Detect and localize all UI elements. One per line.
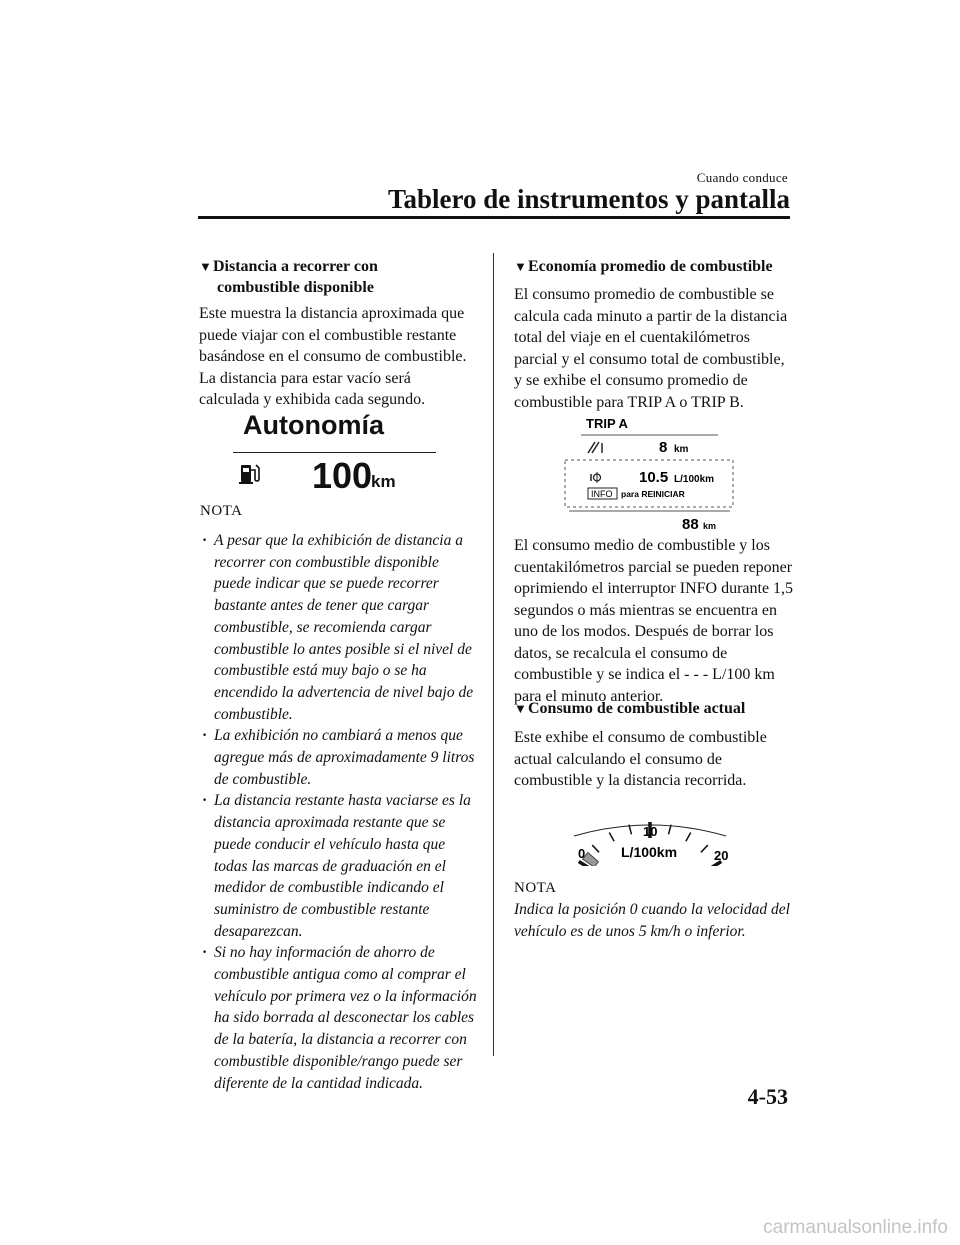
- heading-average-economy: [514, 256, 804, 277]
- consumption-gauge: [560, 796, 740, 866]
- gauge-max-label: 20: [714, 848, 729, 863]
- heading-line-2: combustible disponible: [217, 279, 374, 296]
- triangle-marker-icon: ▼: [199, 259, 212, 274]
- reset-paragraph: El consumo medio de combustible y los cuentakilómetros parcial se pueden reponer oprimiendo el interruptor INFO durante 1,5 segundos o más mientras se encuentra en uno de los modos. Después de borrar los datos, se recalcula el consumo de combustible y se indica el - - - L/100 km para el minuto anterior.: [514, 537, 794, 705]
- fuel-economy-icon: [591, 472, 601, 483]
- note-item: · La distancia restante hasta vaciarse es la distancia aproximada restante que se puede conducir el vehículo hasta que todas las marcas de graduación en el medidor de combustible indicando el suministro de combustible restante desaparezcan.: [199, 790, 477, 942]
- gauge-tick: [701, 845, 708, 852]
- gauge-min-label: 0: [578, 846, 586, 861]
- heading-line-1: Distancia a recorrer con: [213, 258, 378, 275]
- watermark: carmanualsonline.info: [763, 1217, 948, 1238]
- autonomy-figure-rule: [233, 452, 436, 453]
- note-item: · La exhibición no cambiará a menos que agregue más de aproximadamente 9 litros de combustible.: [199, 725, 477, 790]
- note-item: · A pesar que la exhibición de distancia a recorrer con combustible disponible puede indicar que se puede recorrer bastante antes de tener que cargar combustible, se recomienda cargar combustible lo antes posible si el nivel de combustible está muy bajo o se ha encendido la advertencia de nivel bajo de combustible.: [199, 530, 477, 725]
- notes-list: [199, 530, 477, 1094]
- avg-economy-value: 10.5: [639, 469, 669, 486]
- trip-distance-unit: km: [674, 444, 689, 455]
- nota-text-right: Indica la posición 0 cuando la velocidad del vehículo es de unos 5 km/h o inferior.: [514, 901, 790, 940]
- reset-text: para REINICIAR: [621, 489, 685, 499]
- gauge-mid-label: 10: [643, 824, 658, 839]
- section-title: Tablero de instrumentos y pantalla: [387, 184, 790, 214]
- autonomy-figure-title: Autonomía: [243, 410, 384, 440]
- gauge-tick: [609, 833, 614, 842]
- header-rule: [198, 216, 790, 219]
- average-economy-paragraph: El consumo promedio de combustible se calcula cada minuto a partir de la distancia total del viaje en el cuentakilómetros parcial y el consumo total de combustible, y se exhibe el consumo promedio de combustible para TRIP A o TRIP B.: [514, 286, 788, 411]
- trip-distance-icon: [588, 442, 602, 453]
- gauge-tick: [592, 845, 599, 852]
- heading-current-consumption: [514, 698, 804, 719]
- nota-label-right: NOTA: [514, 880, 557, 896]
- fuel-pump-icon: [238, 462, 262, 486]
- heading-text: Consumo de combustible actual: [528, 700, 746, 717]
- heading-text: Economía promedio de combustible: [528, 258, 773, 275]
- distance-to-empty-paragraph: Este muestra la distancia aproximada que puede viajar con el combustible restante basándose en el consumo de combustible. La distancia para estar vacío será calculada y exhibida cada segundo.: [199, 305, 467, 408]
- odometer-value: 88: [682, 516, 699, 533]
- column-divider: [493, 253, 494, 1056]
- autonomy-value: 100: [312, 455, 373, 496]
- info-button-label: INFO: [591, 489, 613, 499]
- page-number: 4-53: [747, 1084, 788, 1109]
- avg-economy-unit: L/100km: [674, 474, 715, 485]
- trip-display-figure: [555, 413, 745, 535]
- current-consumption-paragraph: Este exhibe el consumo de combustible actual calculando el consumo de combustible y la distancia recorrida.: [514, 729, 767, 789]
- gauge-unit: L/100km: [621, 844, 678, 860]
- section-subtitle: Cuando conduce: [696, 170, 788, 185]
- trip-label: TRIP A: [586, 416, 628, 431]
- note-item: · Si no hay información de ahorro de combustible antigua como al comprar el vehículo por primera vez o la información ha sido borrada al desconectar los cables de la batería, la distancia a recorrer con combustible disponible/rango puede ser diferente de la cantidad indicada.: [199, 942, 477, 1094]
- odometer-unit: km: [703, 521, 717, 531]
- nota-label-left: NOTA: [200, 503, 243, 519]
- gauge-tick: [686, 833, 691, 842]
- autonomy-unit: km: [371, 472, 396, 491]
- heading-distance-to-empty: [199, 256, 489, 298]
- triangle-marker-icon: ▼: [514, 701, 527, 716]
- trip-distance-value: 8: [659, 439, 668, 456]
- triangle-marker-icon: ▼: [514, 259, 527, 274]
